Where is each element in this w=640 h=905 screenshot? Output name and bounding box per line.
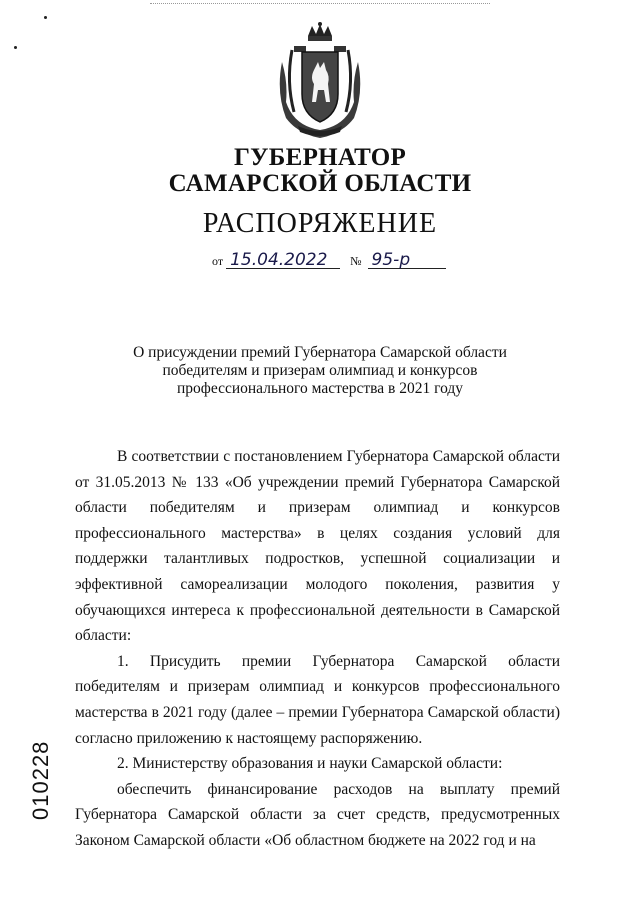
coat-of-arms-emblem: [272, 22, 368, 140]
date-prefix: от: [212, 254, 224, 268]
item-1-paragraph: 1. Присудить премии Губернатора Самарской области победителям и призерам олимпиад и конкурсов профессионального мастерства в 2021 году (далее – премии Губернатора Самарской области) согласно приложению к настоящему распоряжению.: [75, 652, 560, 747]
form-serial-number: 010228: [28, 740, 53, 820]
document-type-heading: РАСПОРЯЖЕНИЕ: [202, 208, 438, 239]
subject-line: О присуждении премий Губернатора Самарской области: [133, 344, 507, 361]
subject-line: профессионального мастерства в 2021 году: [176, 380, 464, 397]
subject-line: победителям и призерам олимпиад и конкурсов: [162, 362, 478, 379]
number-prefix: №: [350, 254, 362, 268]
issuer-title-line1: ГУБЕРНАТОР: [233, 144, 407, 171]
handwritten-date: 15.04.2022: [226, 252, 340, 269]
item-2-subparagraph: обеспечить финансирование расходов на выплату премий Губернатора Самарской области за счет средств, предусмотренных Законом Самарской области «Об областном бюджете на 2022 год и на: [75, 780, 560, 849]
preamble-paragraph: В соответствии с постановлением Губернатора Самарской области от 31.05.2013 № 133 «Об учреждении премий Губернатора Самарской области победителям и призерам олимпиад и конкурсов профессионального мастерства» в целях создания условий для поддержки талантливых подростков, успешной социализации и эффективной самореализации молодого поколения, развития у обучающихся интереса к профессиональной деятельности в Самарской области:: [75, 448, 560, 645]
scan-edge-line: [150, 3, 490, 4]
scan-speck: [44, 16, 47, 19]
issuer-title-line2: САМАРСКОЙ ОБЛАСТИ: [168, 170, 472, 197]
item-2-paragraph: 2. Министерству образования и науки Самарской области:: [117, 755, 503, 773]
scan-speck: [14, 46, 17, 49]
document-body: [75, 444, 560, 854]
registration-line: [212, 252, 446, 269]
handwritten-number: 95-р: [368, 252, 446, 269]
document-subject: [80, 344, 560, 398]
